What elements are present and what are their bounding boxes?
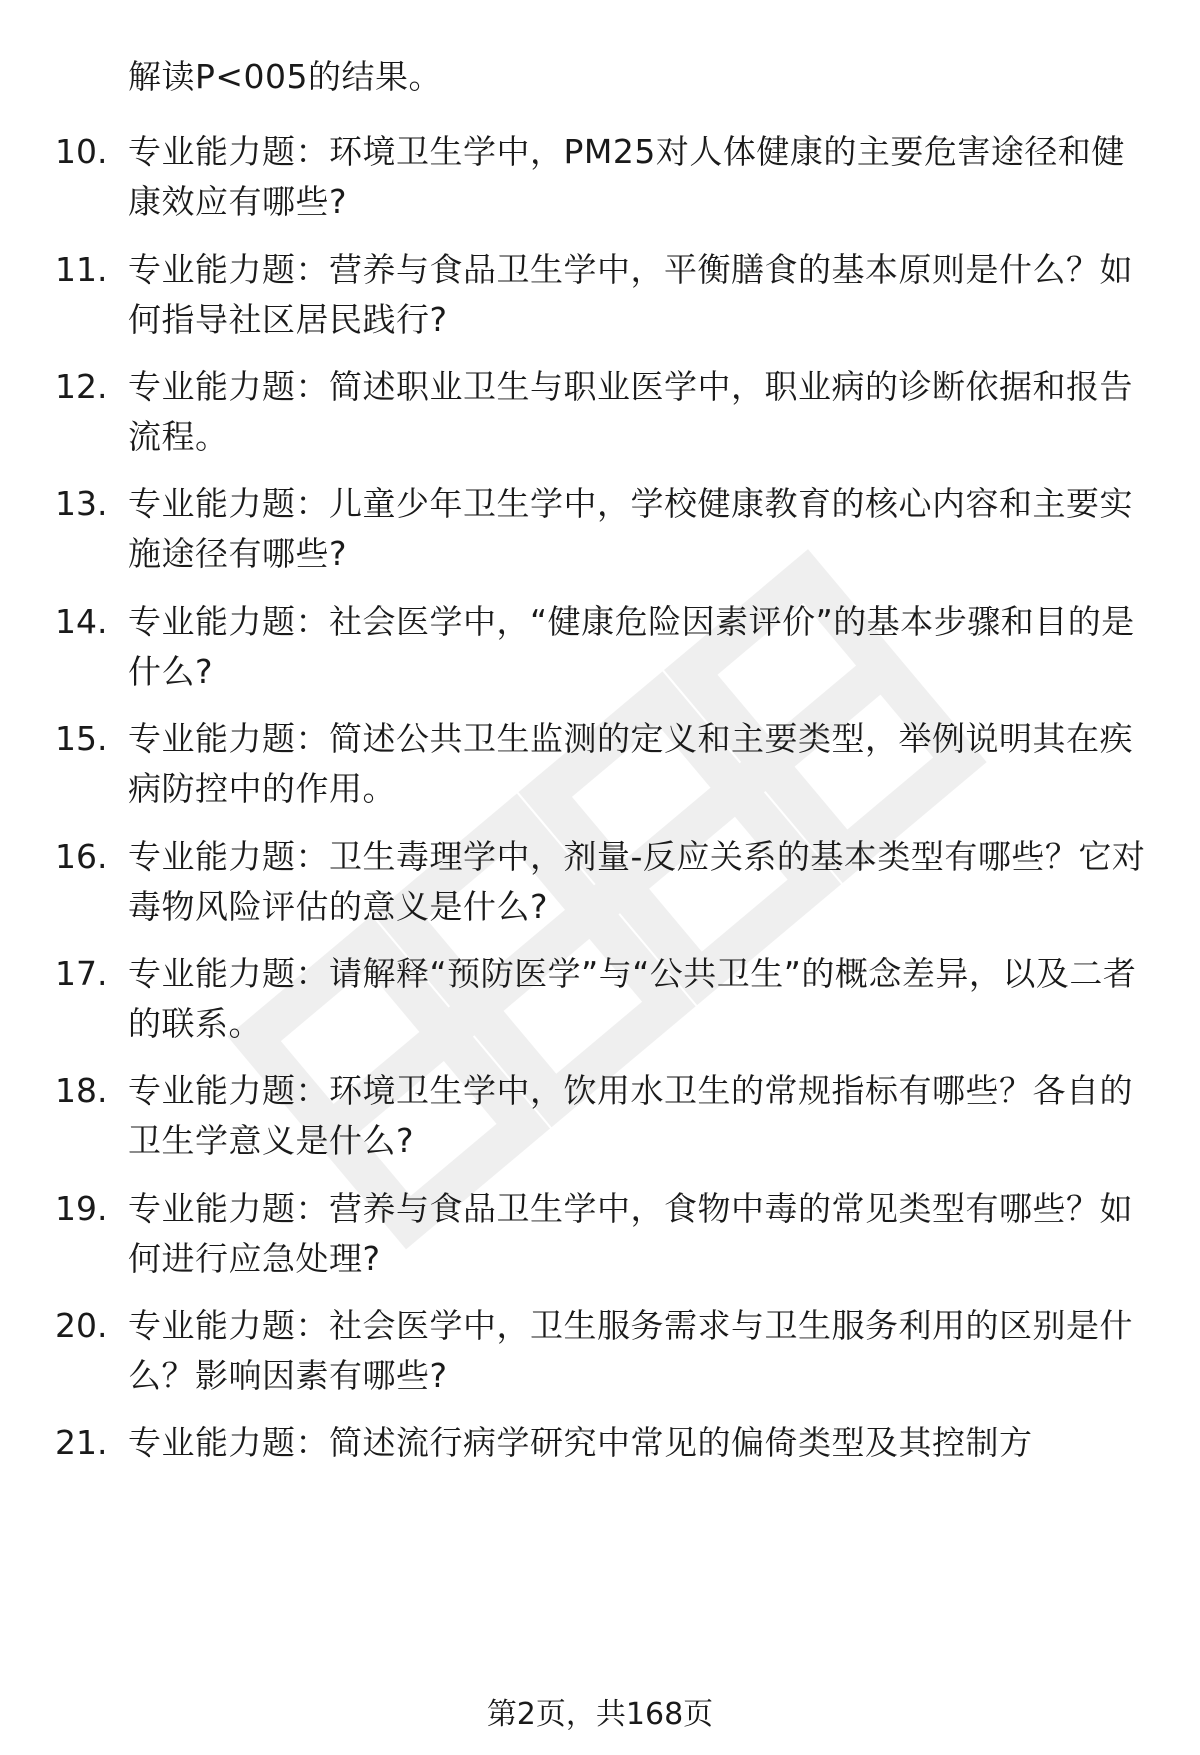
item-number: 10.	[55, 132, 108, 171]
item-text: 专业能力题：环境卫生学中，PM25对人体健康的主要危害途径和健康效应有哪些?	[128, 132, 1125, 221]
page-footer: 第2页，共168页	[486, 1697, 714, 1732]
continuation-text: 解读P<005的结果。	[128, 57, 443, 96]
item-text: 专业能力题：卫生毒理学中，剂量-反应关系的基本类型有哪些？它对毒物风险评估的意义是什么?	[128, 837, 1146, 926]
item-number: 15.	[55, 719, 108, 758]
item-number: 13.	[55, 484, 108, 523]
item-number: 21.	[55, 1423, 108, 1462]
item-number: 19.	[55, 1189, 108, 1228]
item-text: 专业能力题：环境卫生学中，饮用水卫生的常规指标有哪些？各自的卫生学意义是什么?	[128, 1071, 1133, 1160]
item-text: 专业能力题：社会医学中，“健康危险因素评价”的基本步骤和目的是什么?	[128, 602, 1135, 691]
item-text: 专业能力题：简述流行病学研究中常见的偏倚类型及其控制方	[128, 1423, 1033, 1462]
item-number: 12.	[55, 367, 108, 406]
item-number: 18.	[55, 1071, 108, 1110]
item-number: 20.	[55, 1306, 108, 1345]
item-number: 17.	[55, 954, 108, 993]
item-text: 专业能力题：请解释“预防医学”与“公共卫生”的概念差异，以及二者的联系。	[128, 954, 1137, 1043]
item-text: 专业能力题：社会医学中，卫生服务需求与卫生服务利用的区别是什么？影响因素有哪些?	[128, 1306, 1133, 1395]
item-number: 16.	[55, 837, 108, 876]
item-number: 14.	[55, 602, 108, 641]
item-text: 专业能力题：营养与食品卫生学中，食物中毒的常见类型有哪些？如何进行应急处理?	[128, 1189, 1133, 1278]
item-text: 专业能力题：儿童少年卫生学中，学校健康教育的核心内容和主要实施途径有哪些?	[128, 484, 1133, 573]
item-number: 11.	[55, 250, 108, 289]
item-text: 专业能力题：简述职业卫生与职业医学中，职业病的诊断依据和报告流程。	[128, 367, 1133, 456]
item-text: 专业能力题：营养与食品卫生学中，平衡膳食的基本原则是什么？如何指导社区居民践行?	[128, 250, 1133, 339]
item-text: 专业能力题：简述公共卫生监测的定义和主要类型，举例说明其在疾病防控中的作用。	[128, 719, 1133, 808]
